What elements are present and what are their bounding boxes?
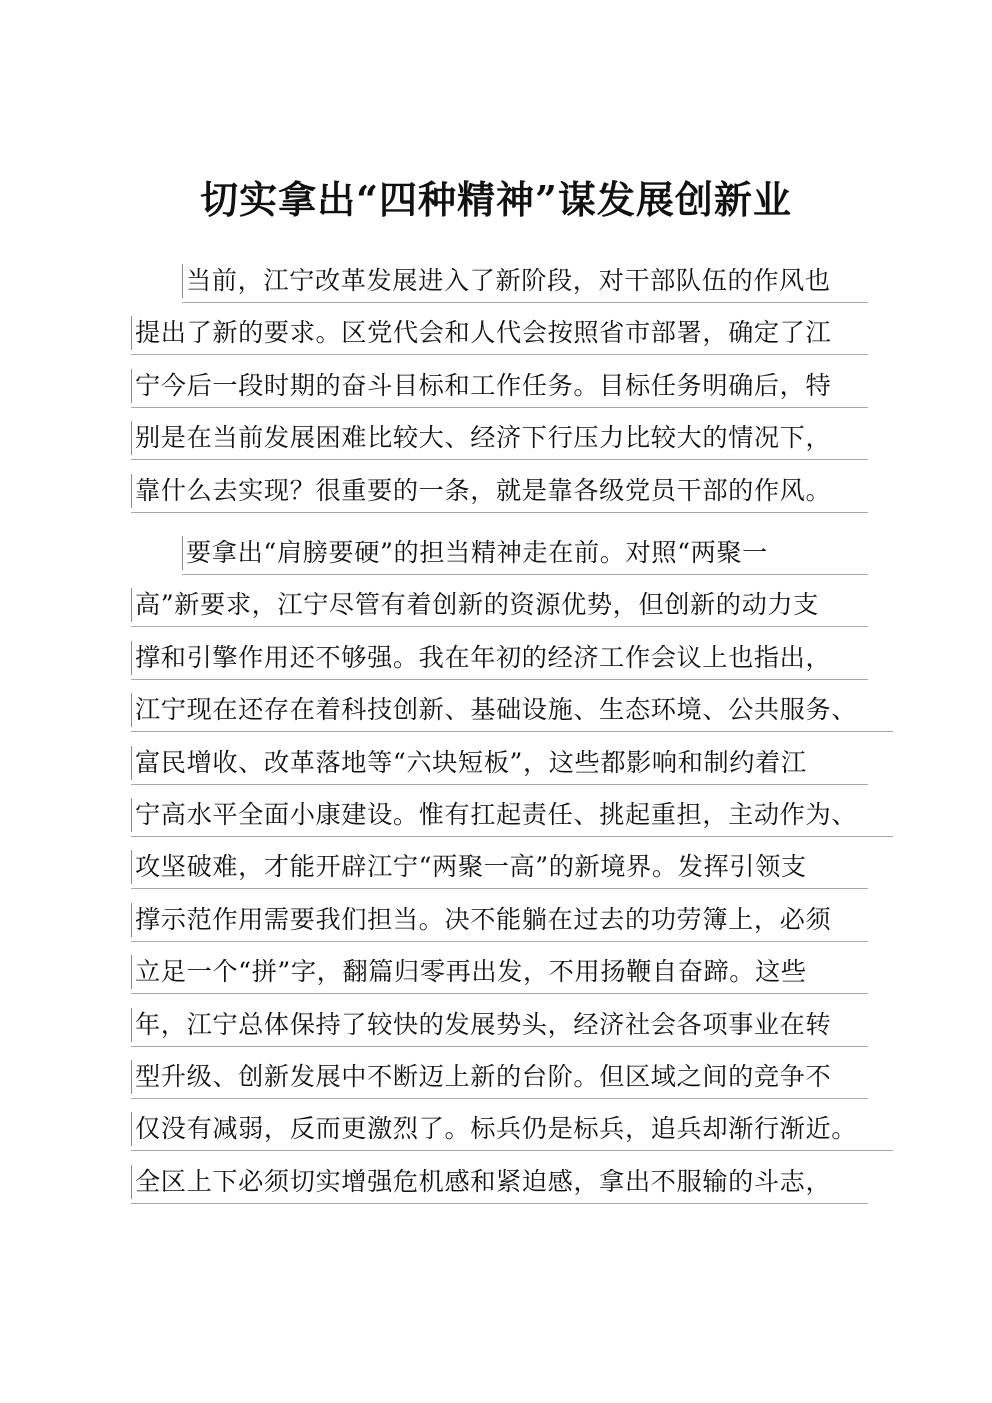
body-text-line: 立足一个“拼”字，翻篇归零再出发，不用扬鞭自奋蹄。这些 (135, 957, 807, 987)
line-margin-mark (131, 798, 132, 832)
body-text-line: 高”新要求，江宁尽管有着创新的资源优势，但创新的动力支 (135, 590, 819, 620)
line-margin-mark (131, 369, 132, 403)
line-margin-mark (131, 1112, 132, 1146)
body-text-line: 撑示范作用需要我们担当。决不能躺在过去的功劳簿上，必须 (135, 904, 832, 934)
line-underline (131, 354, 868, 355)
line-underline (131, 1203, 868, 1204)
line-margin-mark (131, 955, 132, 989)
line-margin-mark (131, 421, 132, 455)
body-text-line: 要拿出“肩膀要硬”的担当精神走在前。对照“两聚一 (186, 538, 768, 567)
line-underline (131, 888, 868, 889)
line-margin-mark (131, 474, 132, 508)
line-underline (131, 941, 868, 942)
line-underline (131, 626, 868, 627)
line-margin-mark (131, 903, 132, 937)
body-text-line: 当前，江宁改革发展进入了新阶段，对干部队伍的作风也 (186, 266, 831, 295)
line-underline (182, 574, 868, 575)
line-underline (131, 459, 868, 460)
body-text-line: 全区上下必须切实增强危机感和紧迫感，拿出不服输的斗志， (135, 1166, 832, 1196)
line-margin-mark (131, 1165, 132, 1199)
document-title: 切实拿出“四种精神”谋发展创新业 (200, 177, 792, 222)
line-margin-mark (182, 536, 183, 570)
line-margin-mark (131, 1008, 132, 1042)
body-text-line: 富民增收、改革落地等“六块短板”，这些都影响和制约着江 (135, 747, 807, 777)
line-margin-mark (182, 264, 183, 298)
line-margin-mark (131, 693, 132, 727)
line-underline (131, 1150, 893, 1151)
line-margin-mark (131, 588, 132, 622)
line-underline (182, 302, 868, 303)
line-margin-mark (131, 641, 132, 675)
line-margin-mark (131, 1060, 132, 1094)
body-text-line: 撑和引擎作用还不够强。我在年初的经济工作会议上也指出， (135, 642, 832, 672)
body-text-line: 提出了新的要求。区党代会和人代会按照省市部署，确定了江 (135, 318, 832, 348)
line-underline (131, 993, 868, 994)
line-margin-mark (131, 316, 132, 350)
body-text-line: 年，江宁总体保持了较快的发展势头，经济社会各项事业在转 (135, 1009, 832, 1039)
body-text-line: 型升级、创新发展中不断迈上新的台阶。但区域之间的竞争不 (135, 1062, 832, 1091)
line-underline (131, 679, 868, 680)
line-underline (131, 784, 868, 785)
line-underline (131, 1098, 868, 1099)
body-text-line: 宁高水平全面小康建设。惟有扛起责任、挑起重担，主动作为、 (135, 800, 858, 829)
line-underline (131, 407, 868, 408)
line-margin-mark (131, 850, 132, 884)
body-text-line: 宁今后一段时期的奋斗目标和工作任务。目标任务明确后，特 (135, 370, 832, 400)
body-text-line: 江宁现在还存在着科技创新、基础设施、生态环境、公共服务、 (135, 695, 858, 725)
body-text-line: 仅没有减弱，反而更激烈了。标兵仍是标兵，追兵却渐行渐近。 (135, 1114, 858, 1144)
line-underline (131, 836, 893, 837)
body-text-line: 攻坚破难，才能开辟江宁“两聚一高”的新境界。发挥引领支 (135, 852, 807, 882)
line-margin-mark (131, 746, 132, 780)
line-underline (131, 731, 893, 732)
body-text-line: 别是在当前发展困难比较大、经济下行压力比较大的情况下， (135, 423, 832, 453)
body-text-line: 靠什么去实现？很重要的一条，就是靠各级党员干部的作风。 (135, 475, 832, 505)
line-underline (131, 512, 868, 513)
line-underline (131, 1046, 868, 1047)
